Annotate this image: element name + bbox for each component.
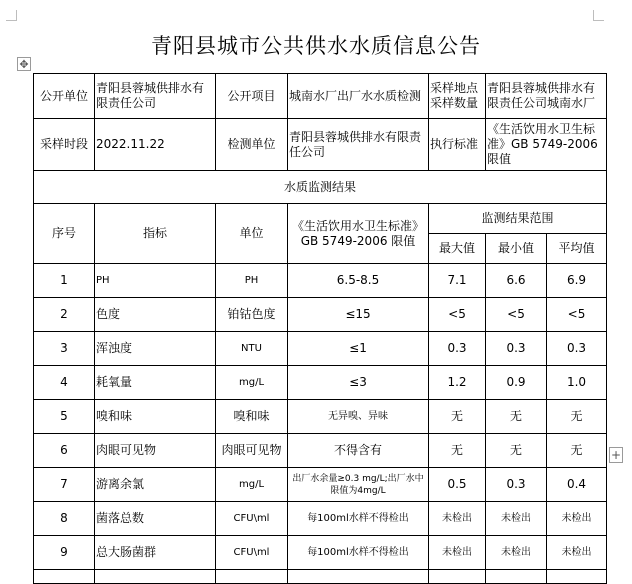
row-limit [288,570,429,584]
row-max: 1.2 [429,366,486,400]
header-row-2 [34,119,607,171]
row-unit: CFU\ml [216,502,288,536]
row-max: 0.5 [429,468,486,502]
row-min: 无 [486,434,547,468]
row-indicator: 浑浊度 [95,332,216,366]
row-min: 0.3 [486,332,547,366]
standard-value: 《生活饮用水卫生标准》GB 5749-2006 限值 [486,119,607,171]
row-avg [547,570,607,584]
row-indicator: 总大肠菌群 [95,536,216,570]
disclosure-item-value: 城南水厂出厂水水质检测 [288,74,429,119]
row-index: 7 [34,468,95,502]
table-row [34,468,607,502]
sampling-site-label: 采样地点采样数量 [429,74,486,119]
col-header-max: 最大值 [429,234,486,264]
row-min: <5 [486,298,547,332]
sampling-site-value: 青阳县蓉城供排水有限责任公司城南水厂 [486,74,607,119]
table-row [34,502,607,536]
row-limit: 无异嗅、异味 [288,400,429,434]
row-min: 未检出 [486,502,547,536]
crop-mark-top-left [6,10,17,21]
row-index: 5 [34,400,95,434]
header-row-1 [34,74,607,119]
col-header-range: 监测结果范围 [429,204,607,234]
column-header-row-1 [34,204,607,234]
row-max: 0.3 [429,332,486,366]
row-unit: mg/L [216,468,288,502]
row-unit [216,570,288,584]
row-limit: ≤15 [288,298,429,332]
row-index: 9 [34,536,95,570]
row-index [34,570,95,584]
row-min [486,570,547,584]
disclosure-unit-label: 公开单位 [34,74,95,119]
row-max: 无 [429,400,486,434]
row-avg: 无 [547,400,607,434]
col-header-index: 序号 [34,204,95,264]
row-indicator: 色度 [95,298,216,332]
table-move-handle-icon[interactable]: ✥ [17,57,31,71]
row-min: 6.6 [486,264,547,298]
row-max: 未检出 [429,536,486,570]
section-title: 水质监测结果 [34,171,607,204]
sampling-period-label: 采样时段 [34,119,95,171]
col-header-indicator: 指标 [95,204,216,264]
row-indicator [95,570,216,584]
row-avg: 6.9 [547,264,607,298]
row-index: 6 [34,434,95,468]
row-limit: 不得含有 [288,434,429,468]
row-avg: 无 [547,434,607,468]
table-row [34,570,607,584]
row-avg: <5 [547,298,607,332]
col-header-limit: 《生活饮用水卫生标准》GB 5749-2006 限值 [288,204,429,264]
row-min: 无 [486,400,547,434]
row-unit: NTU [216,332,288,366]
row-indicator: 肉眼可见物 [95,434,216,468]
testing-unit-label: 检测单位 [216,119,288,171]
row-avg: 未检出 [547,536,607,570]
row-max: 未检出 [429,502,486,536]
row-limit: 6.5-8.5 [288,264,429,298]
table-row [34,434,607,468]
disclosure-item-label: 公开项目 [216,74,288,119]
row-index: 1 [34,264,95,298]
row-unit: 肉眼可见物 [216,434,288,468]
row-limit: ≤1 [288,332,429,366]
add-row-icon[interactable]: + [610,448,622,462]
page-title: 青阳县城市公共供水水质信息公告 [151,34,481,58]
col-header-min: 最小值 [486,234,547,264]
row-index: 2 [34,298,95,332]
row-limit: 出厂水余量≥0.3 mg/L;出厂水中限值为4mg/L [288,468,429,502]
row-min: 0.9 [486,366,547,400]
col-header-avg: 平均值 [547,234,607,264]
row-unit: 嗅和味 [216,400,288,434]
row-max: <5 [429,298,486,332]
row-min: 0.3 [486,468,547,502]
table-row [34,298,607,332]
row-unit: mg/L [216,366,288,400]
row-indicator: 菌落总数 [95,502,216,536]
row-index: 4 [34,366,95,400]
row-max: 无 [429,434,486,468]
col-header-unit: 单位 [216,204,288,264]
crop-mark-top-right [593,10,604,21]
table-row [34,366,607,400]
table-row [34,264,607,298]
row-unit: PH [216,264,288,298]
sampling-period-value: 2022.11.22 [95,119,216,171]
row-avg: 0.3 [547,332,607,366]
row-indicator: PH [95,264,216,298]
row-indicator: 嗅和味 [95,400,216,434]
table-row [34,400,607,434]
row-indicator: 游离余氯 [95,468,216,502]
row-index: 3 [34,332,95,366]
row-avg: 未检出 [547,502,607,536]
table-row [34,536,607,570]
row-min: 未检出 [486,536,547,570]
section-title-row [34,171,607,204]
row-indicator: 耗氧量 [95,366,216,400]
row-avg: 1.0 [547,366,607,400]
water-quality-table [33,73,607,584]
row-max [429,570,486,584]
row-avg: 0.4 [547,468,607,502]
standard-label: 执行标准 [429,119,486,171]
table-row [34,332,607,366]
row-index: 8 [34,502,95,536]
row-limit: 每100ml水样不得检出 [288,536,429,570]
row-limit: 每100ml水样不得检出 [288,502,429,536]
row-limit: ≤3 [288,366,429,400]
row-max: 7.1 [429,264,486,298]
disclosure-unit-value: 青阳县蓉城供排水有限责任公司 [95,74,216,119]
row-unit: 铂钴色度 [216,298,288,332]
row-unit: CFU\ml [216,536,288,570]
testing-unit-value: 青阳县蓉城供排水有限责任公司 [288,119,429,171]
